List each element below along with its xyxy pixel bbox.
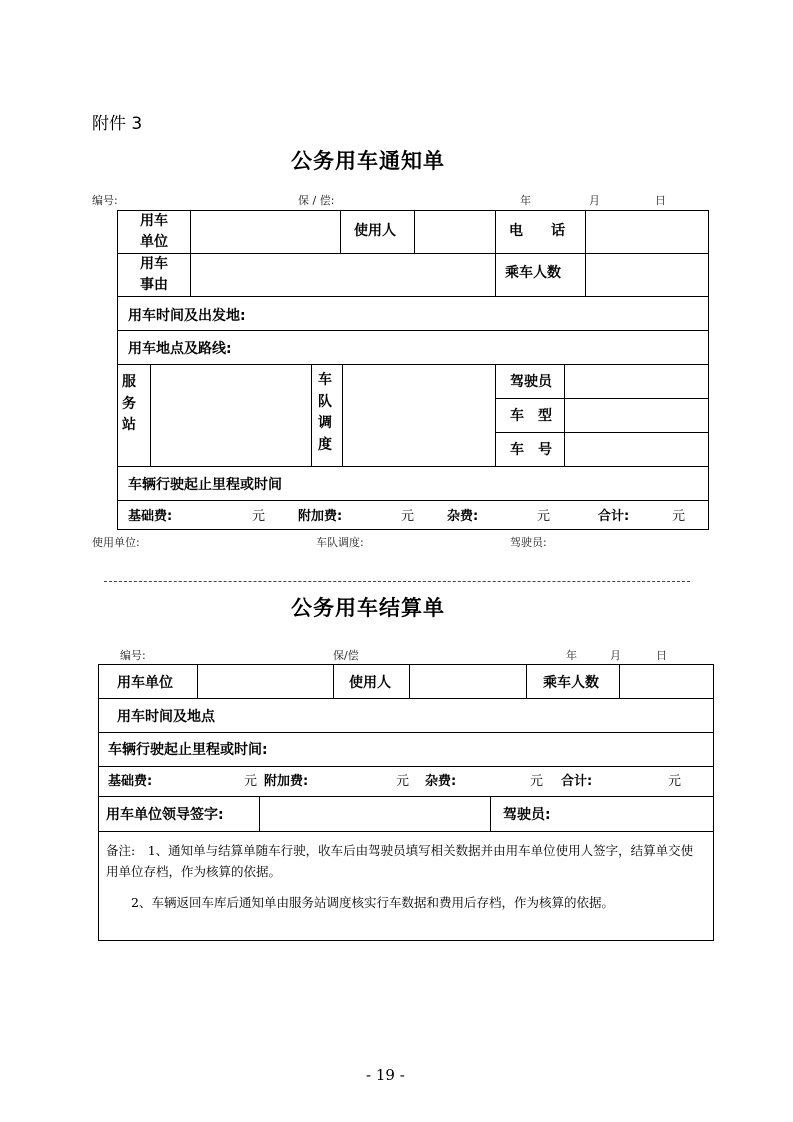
settlement-serial-label: 编号: bbox=[120, 649, 146, 662]
settlement-mileage-label: 车辆行驶起止里程或时间: bbox=[108, 742, 268, 758]
settlement-guarantee-label: 保/偿 bbox=[333, 649, 359, 662]
settlement-base-yuan: 元 bbox=[244, 774, 258, 789]
settlement-unit-label: 用车单位 bbox=[117, 675, 173, 691]
settlement-extra-yuan: 元 bbox=[396, 774, 410, 789]
notice-footer-unit: 使用单位: bbox=[92, 536, 140, 549]
notice-footer-driver: 驾驶员: bbox=[510, 536, 547, 549]
settlement-extra-fee-label: 附加费: bbox=[264, 774, 309, 789]
settlement-time-place-label: 用车时间及地点 bbox=[117, 709, 215, 725]
settlement-misc-yuan: 元 bbox=[530, 774, 544, 789]
notice-unit-label-1: 用车 bbox=[140, 213, 168, 229]
notice-title: 公务用车通知单 bbox=[291, 149, 445, 173]
cut-line bbox=[104, 581, 690, 582]
page-number: - 19 - bbox=[366, 1066, 405, 1084]
notice-reason-label-2: 事由 bbox=[140, 277, 168, 293]
settlement-note-1: 备注: 1、通知单与结算单随车行驶，收车后由驾驶员填写相关数据并由用车单位使用人签字，结算单交使用单位存档，作为核算的依据。 bbox=[106, 843, 694, 879]
notice-user-label: 使用人 bbox=[354, 223, 396, 239]
notice-base-fee-label: 基础费: bbox=[128, 509, 173, 524]
notice-mileage-label: 车辆行驶起止里程或时间 bbox=[128, 477, 282, 493]
settlement-month-label: 月 bbox=[610, 649, 621, 662]
notice-phone-label: 电 话 bbox=[509, 223, 565, 239]
settlement-year-label: 年 bbox=[566, 649, 577, 662]
settlement-total-yuan: 元 bbox=[668, 774, 682, 789]
notice-extra-fee-label: 附加费: bbox=[298, 509, 343, 524]
notice-time-place-label: 用车时间及出发地: bbox=[128, 308, 246, 324]
settlement-base-fee-label: 基础费: bbox=[108, 774, 153, 789]
notice-unit-label-2: 单位 bbox=[140, 234, 168, 250]
notice-passengers-label: 乘车人数 bbox=[505, 265, 561, 281]
notice-day-label: 日 bbox=[655, 194, 666, 207]
settlement-user-label: 使用人 bbox=[349, 675, 391, 691]
notice-model-label: 车 型 bbox=[510, 408, 552, 424]
notice-year-label: 年 bbox=[520, 194, 531, 207]
notice-serial-label: 编号: bbox=[92, 194, 118, 207]
notice-driver-label: 驾驶员 bbox=[510, 374, 552, 390]
notice-base-yuan: 元 bbox=[252, 509, 266, 524]
notice-route-label: 用车地点及路线: bbox=[128, 341, 232, 357]
notice-service-station-label: 服务站 bbox=[122, 374, 136, 434]
settlement-leader-sign-label: 用车单位领导签字: bbox=[106, 807, 224, 823]
settlement-day-label: 日 bbox=[656, 649, 667, 662]
settlement-title: 公务用车结算单 bbox=[291, 596, 445, 620]
notice-month-label: 月 bbox=[589, 194, 600, 207]
notice-guarantee-label: 保 / 偿: bbox=[298, 194, 335, 207]
notice-plate-label: 车 号 bbox=[510, 442, 552, 458]
notice-total-label: 合计: bbox=[598, 509, 630, 524]
notice-dispatch-label: 车队调度 bbox=[318, 372, 332, 454]
notice-misc-yuan: 元 bbox=[537, 509, 551, 524]
notice-reason-label-1: 用车 bbox=[140, 256, 168, 272]
settlement-total-label: 合计: bbox=[561, 774, 593, 789]
settlement-driver-sign-label: 驾驶员: bbox=[503, 807, 551, 823]
settlement-note-2: 2、车辆返回车库后通知单由服务站调度核实行车数据和费用后存档，作为核算的依据。 bbox=[106, 895, 614, 910]
settlement-misc-fee-label: 杂费: bbox=[425, 774, 457, 789]
settlement-passengers-label: 乘车人数 bbox=[543, 675, 599, 691]
notice-footer-dispatch: 车队调度: bbox=[316, 536, 364, 549]
notice-misc-fee-label: 杂费: bbox=[447, 509, 479, 524]
notice-extra-yuan: 元 bbox=[401, 509, 415, 524]
notice-total-yuan: 元 bbox=[672, 509, 686, 524]
attachment-label: 附件 3 bbox=[92, 114, 143, 134]
